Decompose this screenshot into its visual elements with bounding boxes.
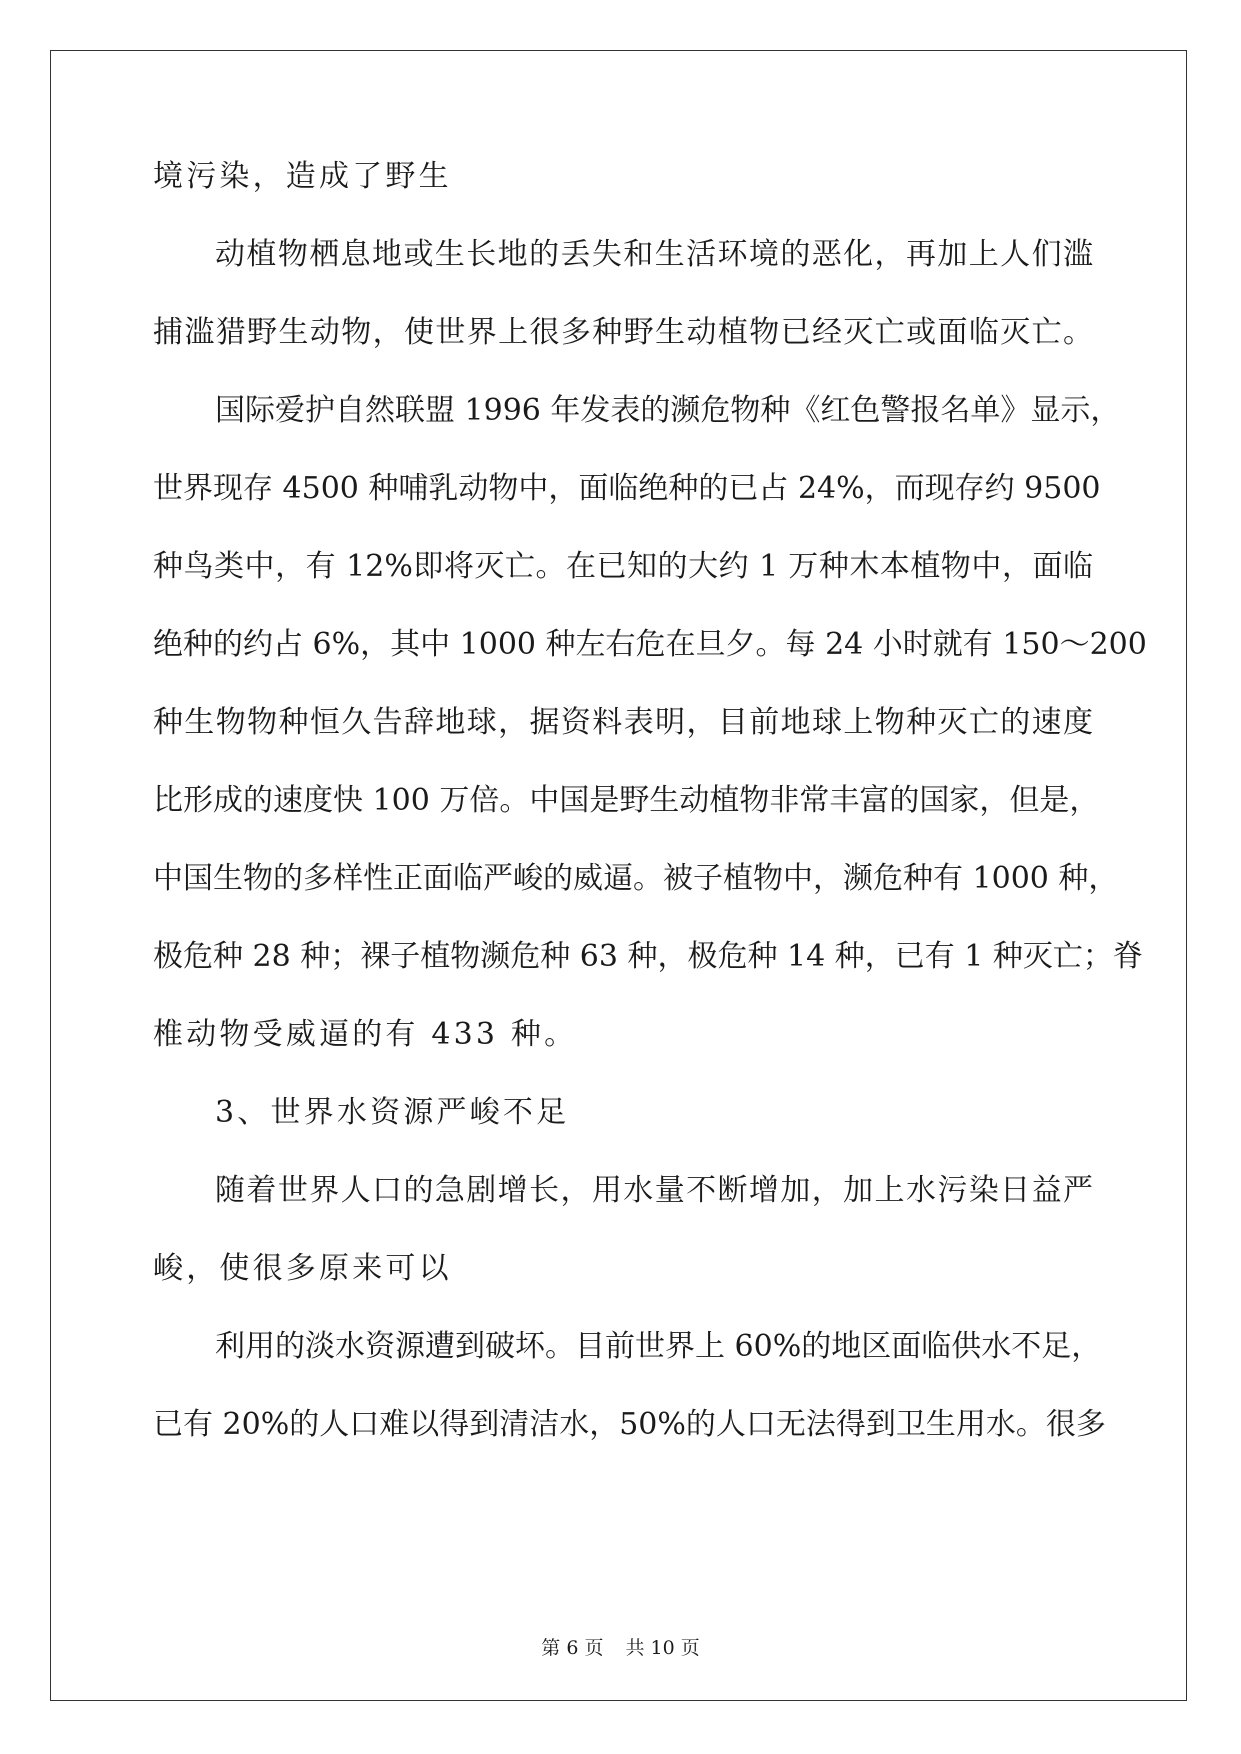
text-line: 椎动物受威逼的有 433 种。 bbox=[153, 1017, 578, 1052]
text-line: 中国生物的多样性正面临严峻的威逼。被子植物中，濒危种有 1000 种， bbox=[153, 861, 1119, 896]
text-line: 境污染，造成了野生 bbox=[153, 159, 452, 194]
text-line: 捕滥猎野生动物，使世界上很多种野生动植物已经灭亡或面临灭亡。 bbox=[153, 315, 1093, 350]
text-line: 种生物物种恒久告辞地球，据资料表明，目前地球上物种灭亡的速度 bbox=[153, 705, 1093, 740]
page-number: 第 6 页 bbox=[541, 1637, 604, 1659]
text-line: 随着世界人口的急剧增长，用水量不断增加，加上水污染日益严 bbox=[215, 1173, 1093, 1208]
text-line: 已有 20%的人口难以得到清洁水，50%的人口无法得到卫生用水。很多 bbox=[153, 1407, 1106, 1442]
text-line: 比形成的速度快 100 万倍。中国是野生动植物非常丰富的国家，但是， bbox=[153, 783, 1100, 818]
text-line: 绝种的约占 6%，其中 1000 种左右危在旦夕。每 24 小时就有 150～200 bbox=[153, 627, 1147, 662]
text-line: 极危种 28 种；裸子植物濒危种 63 种，极危种 14 种，已有 1 种灭亡；脊 bbox=[153, 939, 1143, 974]
page-total: 共 10 页 bbox=[625, 1637, 700, 1659]
page-footer bbox=[0, 1637, 1241, 1659]
text-line: 动植物栖息地或生长地的丢失和生活环境的恶化，再加上人们滥 bbox=[215, 237, 1093, 272]
text-line: 峻，使很多原来可以 bbox=[153, 1251, 452, 1286]
text-line: 国际爱护自然联盟 1996 年发表的濒危物种《红色警报名单》显示， bbox=[215, 393, 1121, 428]
text-line: 种鸟类中，有 12%即将灭亡。在已知的大约 1 万种木本植物中，面临 bbox=[153, 549, 1093, 584]
section-heading: 3、世界水资源严峻不足 bbox=[215, 1095, 570, 1130]
document-body bbox=[153, 159, 1147, 1486]
text-line: 世界现存 4500 种哺乳动物中，面临绝种的已占 24%，而现存约 9500 bbox=[153, 471, 1101, 506]
text-line: 利用的淡水资源遭到破坏。目前世界上 60%的地区面临供水不足， bbox=[215, 1329, 1102, 1364]
